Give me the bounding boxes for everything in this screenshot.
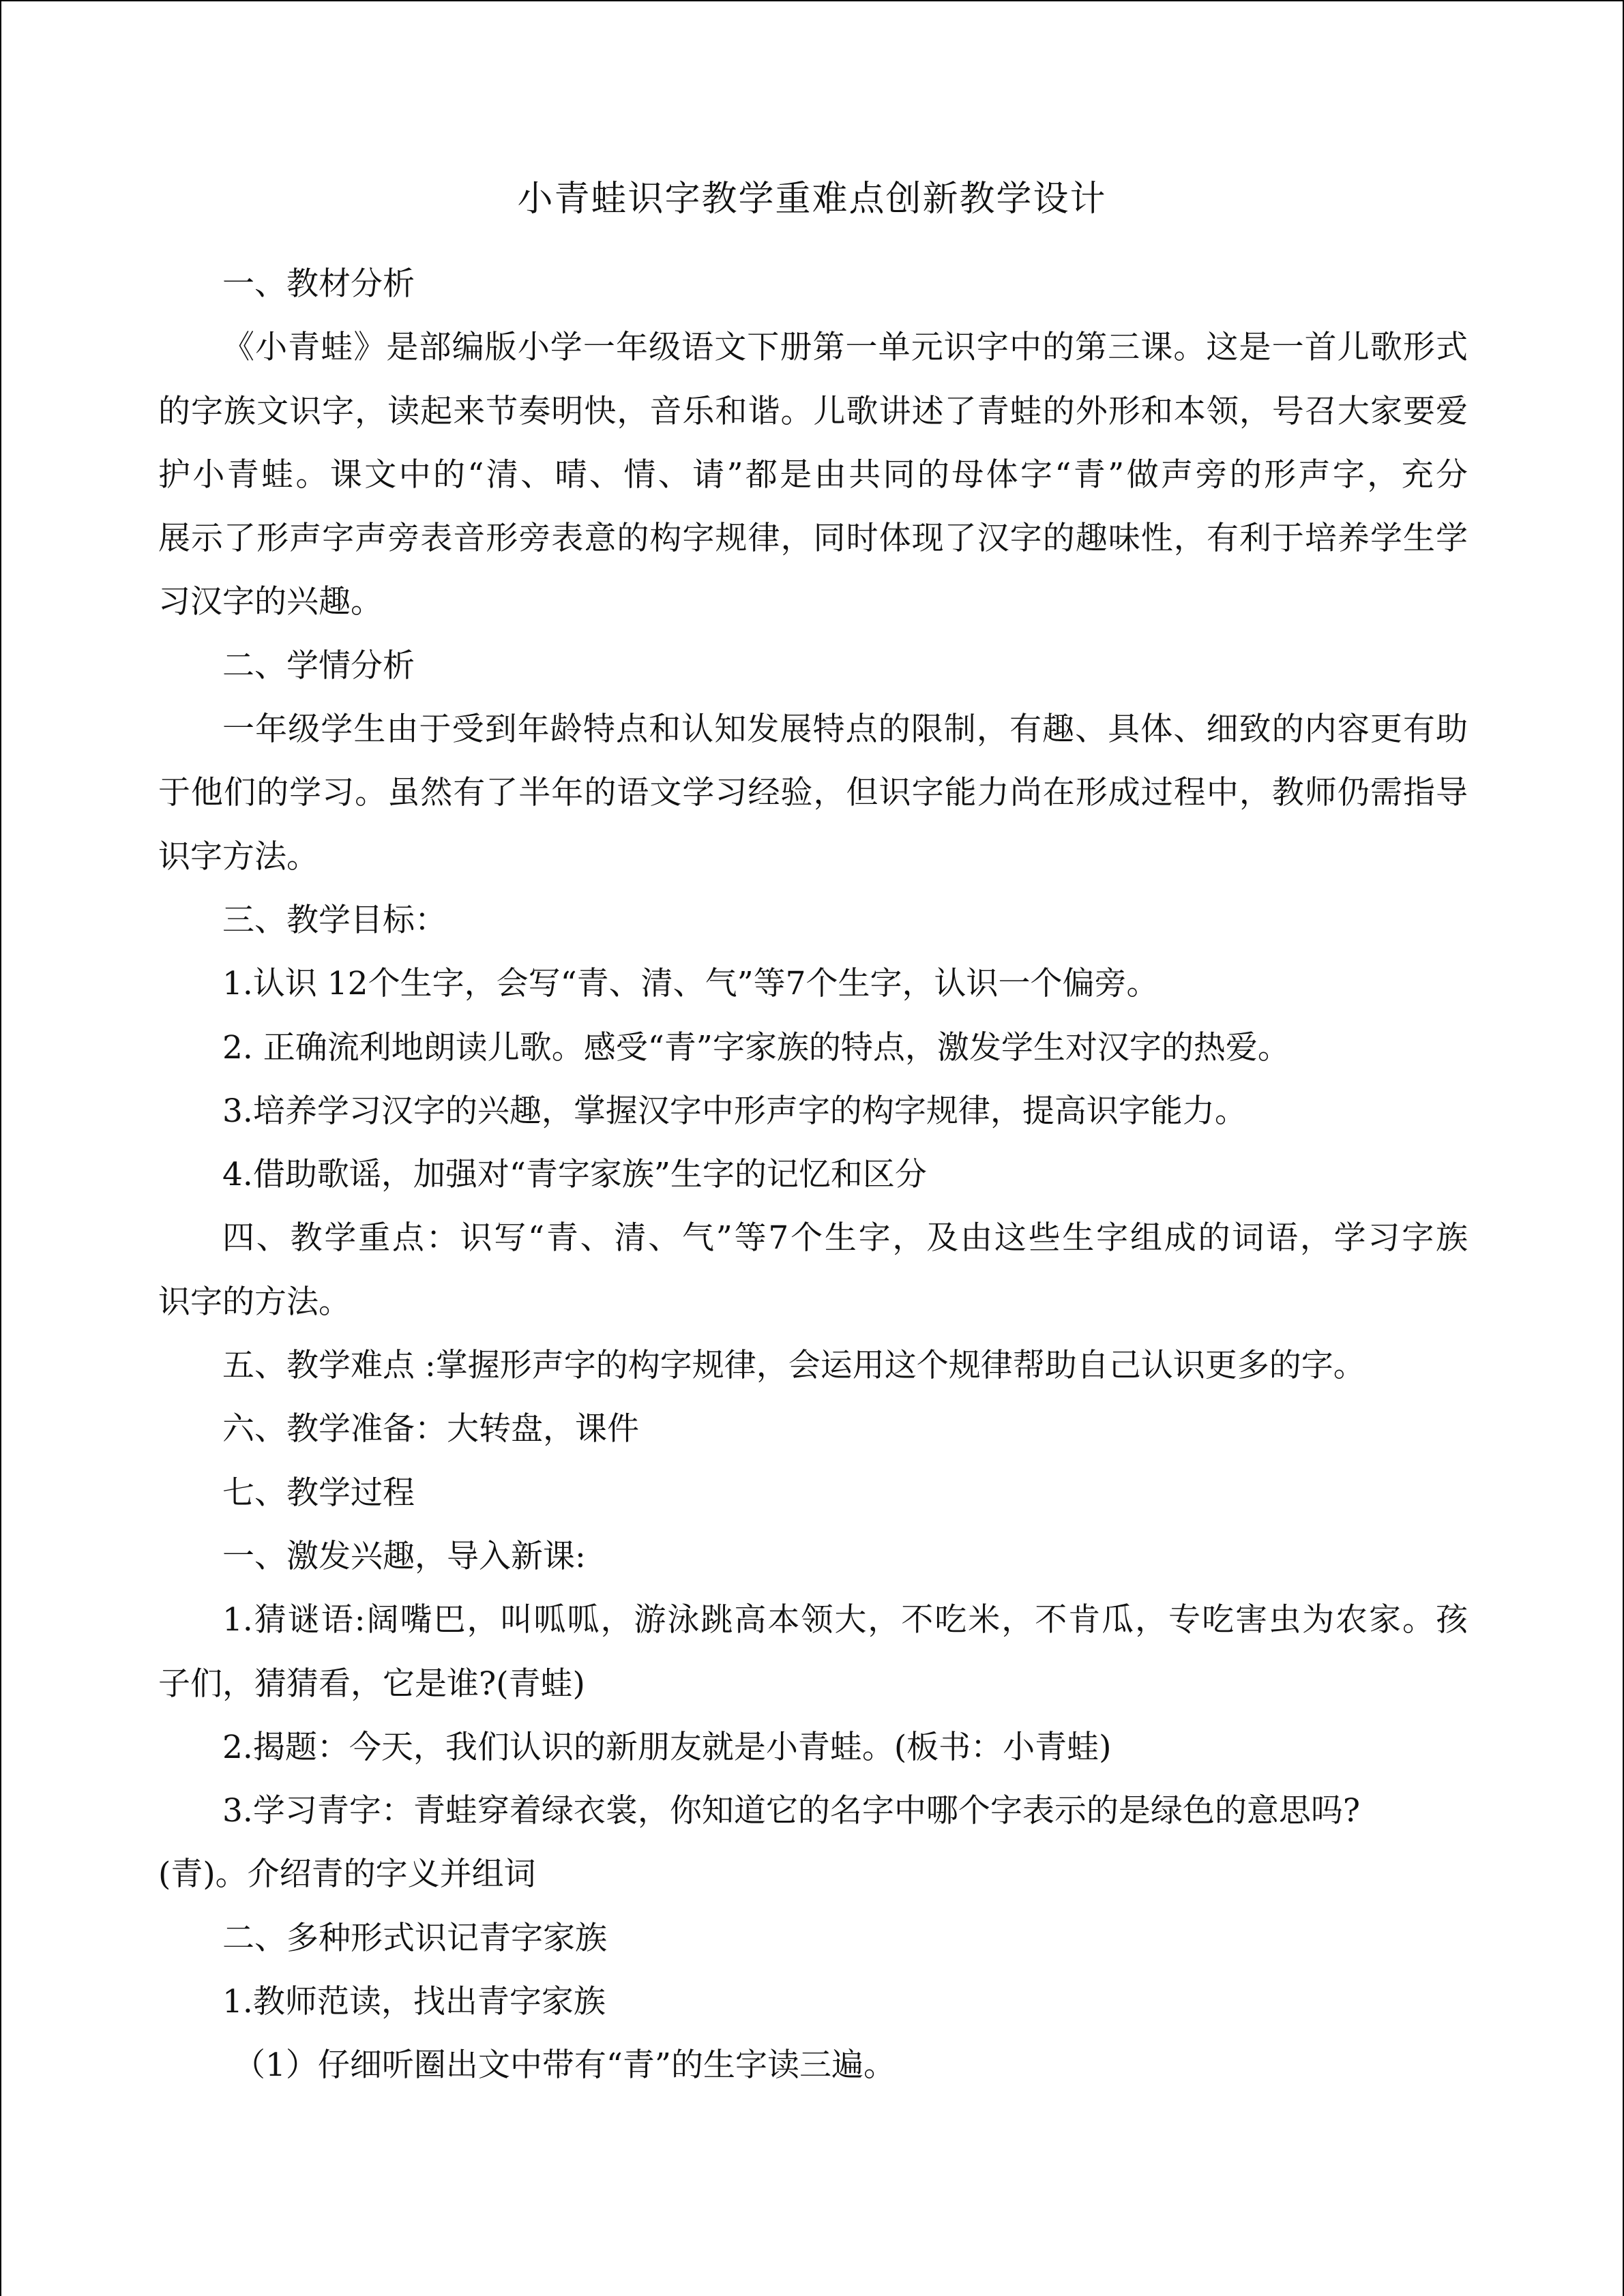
list-item: 4.借助歌谣，加强对“青字家族”生字的记忆和区分	[222, 1156, 927, 1194]
list-item: 3.学习青字：青蛙穿着绿衣裳，你知道它的名字中哪个字表示的是绿色的意思吗?	[222, 1792, 1361, 1830]
document-body	[158, 252, 1468, 2098]
list-item: 1.认识 12个生字，会写“青、清、气”等7个生字，认识一个偏旁。	[222, 965, 1159, 1003]
subsection-heading: 二、多种形式识记青字家族	[222, 1919, 607, 1957]
section-heading-textbook-analysis: 一、教材分析	[222, 265, 415, 303]
paragraph-line: 护小青蛙。课文中的“清、晴、情、请”都是由共同的母体字“青”做声旁的形声字，充分	[158, 456, 1468, 494]
list-item: 2. 正确流利地朗读儿歌。感受“青”字家族的特点，激发学生对汉字的热爱。	[222, 1028, 1290, 1067]
paragraph-line: 展示了形声字声旁表音形旁表意的构字规律，同时体现了汉字的趣味性，有利于培养学生学	[158, 520, 1468, 558]
section-heading-teaching-goals: 三、教学目标：	[222, 901, 447, 939]
paragraph-line: 的字族文识字，读起来节奏明快，音乐和谐。儿歌讲述了青蛙的外形和本领，号召大家要爱	[158, 392, 1468, 430]
list-item: 1.教师范读，找出青字家族	[222, 1983, 606, 2021]
list-item: （1）仔细听圈出文中带有“青”的生字读三遍。	[233, 2046, 896, 2085]
section-heading-process: 七、教学过程	[222, 1474, 415, 1512]
section-heading-student-analysis: 二、学情分析	[222, 646, 415, 685]
paragraph-line: 子们，猜猜看，它是谁?(青蛙)	[158, 1665, 585, 1703]
paragraph-line: 习汉字的兴趣。	[158, 583, 383, 621]
list-item: 2.揭题：今天，我们认识的新朋友就是小青蛙。(板书：小青蛙)	[222, 1728, 1112, 1766]
paragraph-line: 于他们的学习。虽然有了半年的语文学习经验，但识字能力尚在形成过程中，教师仍需指导	[158, 774, 1468, 812]
subsection-heading: 一、激发兴趣，导入新课:	[222, 1537, 586, 1575]
section-heading-key-points: 四、教学重点：识写“青、清、气”等7个生字，及由这些生字组成的词语，学习字族	[222, 1219, 1468, 1257]
paragraph-line: 识字方法。	[158, 837, 319, 876]
section-heading-difficulties: 五、教学难点 :掌握形声字的构字规律，会运用这个规律帮助自己认识更多的字。	[222, 1347, 1365, 1385]
paragraph-line: 《小青蛙》是部编版小学一年级语文下册第一单元识字中的第三课。这是一首儿歌形式	[222, 329, 1468, 367]
list-item: 3.培养学习汉字的兴趣，掌握汉字中形声字的构字规律，提高识字能力。	[222, 1092, 1247, 1130]
paragraph-line: (青)。介绍青的字义并组词	[158, 1855, 536, 1894]
list-item: 1.猜谜语:阔嘴巴，叫呱呱，游泳跳高本领大，不吃米，不肯瓜，专吃害虫为农家。孩	[222, 1601, 1468, 1639]
section-heading-preparation: 六、教学准备：大转盘，课件	[222, 1410, 639, 1448]
document-title: 小青蛙识字教学重难点创新教学设计	[517, 179, 1107, 220]
paragraph-line: 识字的方法。	[158, 1283, 351, 1321]
paragraph-line: 一年级学生由于受到年龄特点和认知发展特点的限制，有趣、具体、细致的内容更有助	[222, 711, 1468, 749]
